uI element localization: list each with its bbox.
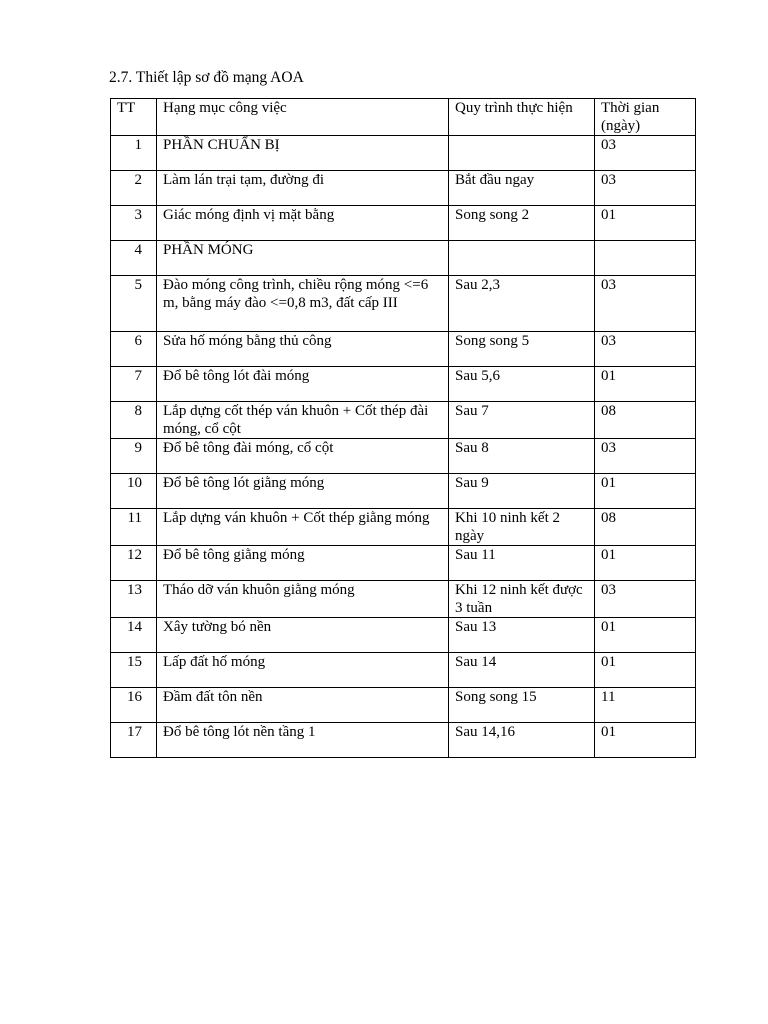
table-row [111,241,696,276]
row-task: PHẦN CHUẨN BỊ [157,136,449,171]
row-tt: 3 [111,206,157,241]
row-time: 01 [595,367,696,402]
table-row [111,136,696,171]
row-tt: 2 [111,171,157,206]
row-task: PHẦN MÓNG [157,241,449,276]
row-process: Khi 12 ninh kết được 3 tuần [449,581,595,618]
table-row [111,653,696,688]
row-tt: 10 [111,474,157,509]
row-tt: 11 [111,509,157,546]
row-task: Lấp đất hố móng [157,653,449,688]
page-title: 2.7. Thiết lập sơ đồ mạng AOA [109,69,304,86]
row-task: Lắp dựng ván khuôn + Cốt thép giằng móng [157,509,449,546]
row-process: Sau 8 [449,439,595,474]
row-task: Đầm đất tôn nền [157,688,449,723]
row-task: Làm lán trại tạm, đường đi [157,171,449,206]
row-tt: 16 [111,688,157,723]
row-task: Đổ bê tông lót giằng móng [157,474,449,509]
row-process: Sau 11 [449,546,595,581]
row-time: 01 [595,723,696,758]
row-process: Bắt đầu ngay [449,171,595,206]
row-process: Sau 9 [449,474,595,509]
row-tt: 13 [111,581,157,618]
row-task: Đào móng công trình, chiều rộng móng <=6 m, bằng máy đào <=0,8 m3, đất cấp III [157,276,449,332]
row-process: Sau 14 [449,653,595,688]
row-time: 03 [595,276,696,332]
row-time: 08 [595,509,696,546]
row-time: 03 [595,439,696,474]
table-row [111,402,696,439]
header-process: Quy trình thực hiện [449,99,595,136]
row-time: 01 [595,206,696,241]
row-time: 01 [595,546,696,581]
row-process: Song song 15 [449,688,595,723]
row-time: 11 [595,688,696,723]
row-process: Sau 2,3 [449,276,595,332]
row-task: Đổ bê tông giằng móng [157,546,449,581]
row-task: Sửa hố móng bằng thủ công [157,332,449,367]
work-schedule-table [110,98,696,758]
row-tt: 15 [111,653,157,688]
row-tt: 1 [111,136,157,171]
row-tt: 5 [111,276,157,332]
row-task: Đổ bê tông đài móng, cổ cột [157,439,449,474]
table-row [111,688,696,723]
row-tt: 12 [111,546,157,581]
row-task: Tháo dỡ ván khuôn giằng móng [157,581,449,618]
table-row [111,546,696,581]
row-time: 01 [595,653,696,688]
table-row [111,581,696,618]
row-process: Sau 7 [449,402,595,439]
row-task: Xây tường bó nền [157,618,449,653]
table-row [111,723,696,758]
row-tt: 4 [111,241,157,276]
header-tt: TT [111,99,157,136]
row-process: Song song 2 [449,206,595,241]
row-time: 01 [595,618,696,653]
row-process [449,136,595,171]
row-process [449,241,595,276]
row-process: Song song 5 [449,332,595,367]
row-time: 03 [595,581,696,618]
table-row [111,171,696,206]
row-task: Giác móng định vị mặt bằng [157,206,449,241]
table-row [111,206,696,241]
row-task: Đổ bê tông lót đài móng [157,367,449,402]
table-row [111,618,696,653]
row-time: 03 [595,332,696,367]
header-time: Thời gian (ngày) [595,99,696,136]
table-header-row [111,99,696,136]
table-row [111,439,696,474]
row-time: 03 [595,171,696,206]
row-task: Lắp dựng cốt thép ván khuôn + Cốt thép đài móng, cổ cột [157,402,449,439]
table-row [111,276,696,332]
row-time [595,241,696,276]
row-tt: 14 [111,618,157,653]
row-tt: 9 [111,439,157,474]
header-task: Hạng mục công việc [157,99,449,136]
row-time: 01 [595,474,696,509]
row-tt: 17 [111,723,157,758]
table-row [111,367,696,402]
row-process: Sau 5,6 [449,367,595,402]
row-process: Khi 10 ninh kết 2 ngày [449,509,595,546]
row-tt: 6 [111,332,157,367]
table-row [111,509,696,546]
row-tt: 7 [111,367,157,402]
row-task: Đổ bê tông lót nền tầng 1 [157,723,449,758]
table-row [111,332,696,367]
row-process: Sau 13 [449,618,595,653]
table-row [111,474,696,509]
row-process: Sau 14,16 [449,723,595,758]
row-tt: 8 [111,402,157,439]
row-time: 08 [595,402,696,439]
row-time: 03 [595,136,696,171]
